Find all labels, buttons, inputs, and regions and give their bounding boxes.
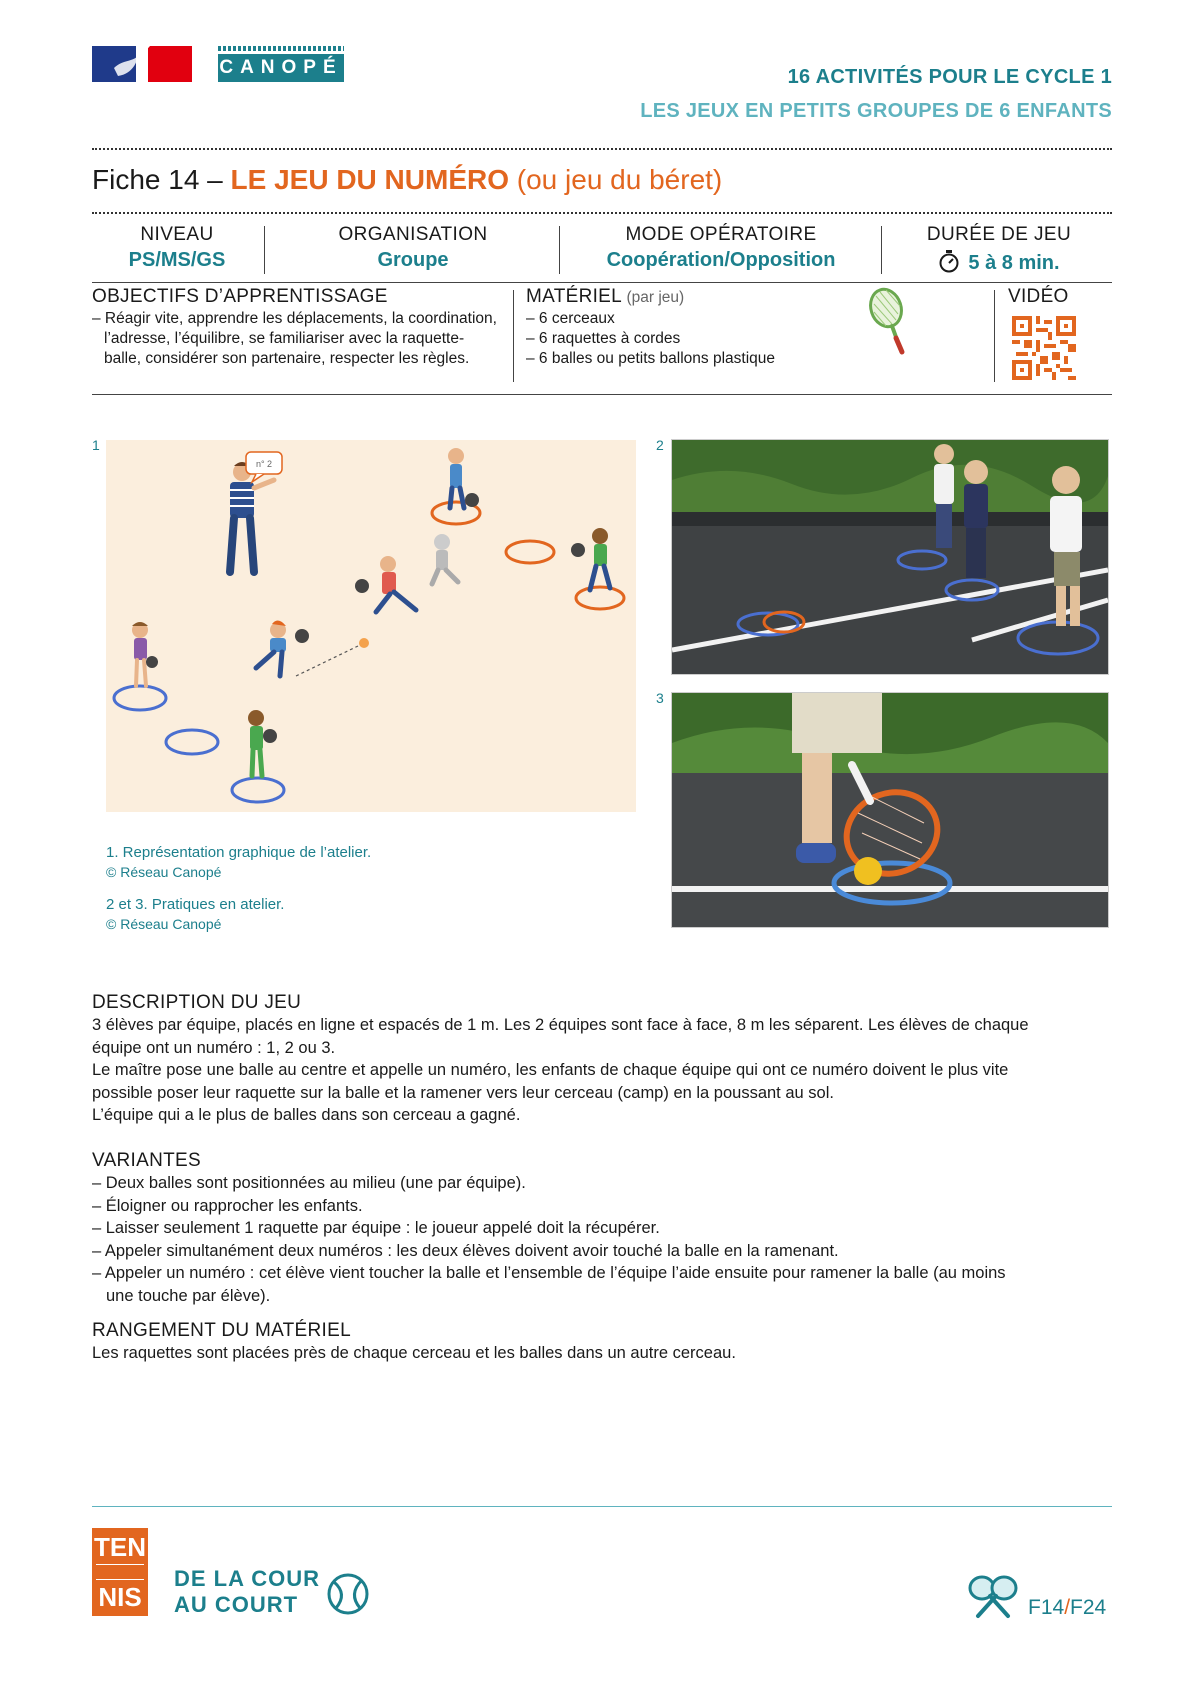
objectif-line: l’adresse, l’équilibre, se familiariser avec la raquette- xyxy=(104,330,465,347)
variantes-label: VARIANTES xyxy=(92,1150,201,1171)
logo-top-text: TEN xyxy=(94,1532,146,1562)
fft-tennis-logo xyxy=(92,1528,148,1616)
republique-logo xyxy=(92,46,192,82)
bubble-text: n° 2 xyxy=(255,459,273,469)
row-divider xyxy=(92,282,1112,283)
page-title xyxy=(92,164,722,196)
figure-1-number: 1 xyxy=(92,437,100,453)
video-label: VIDÉO xyxy=(1008,286,1069,307)
materiel-item: – 6 balles ou petits ballons plastique xyxy=(526,350,776,367)
footer-divider xyxy=(92,1506,1112,1507)
materiel-item: – 6 raquettes à cordes xyxy=(526,330,681,347)
figure-3-number: 3 xyxy=(656,690,664,706)
organisation-value: Groupe xyxy=(377,249,449,271)
page-number xyxy=(1028,1596,1106,1620)
caption-1: 1. Représentation graphique de l’atelier. xyxy=(106,844,372,861)
niveau-label: NIVEAU xyxy=(140,224,214,245)
fiche-number: Fiche 14 – xyxy=(92,164,223,195)
dotted-divider xyxy=(92,148,1112,150)
figure-captions xyxy=(106,844,371,932)
canope-logo xyxy=(218,46,344,82)
description-line: Le maître pose une balle au centre et appelle un numéro, les enfants de chaque équipe qui ont ce numéro doivent le plus vite xyxy=(92,1061,1009,1079)
column-divider xyxy=(513,290,514,382)
column-divider xyxy=(994,290,995,382)
slogan-line-1: DE LA COUR xyxy=(174,1566,321,1591)
duree-label: DURÉE DE JEU xyxy=(926,224,1072,245)
description-label: DESCRIPTION DU JEU xyxy=(92,992,302,1013)
objectifs-label: OBJECTIFS D’APPRENTISSAGE xyxy=(92,286,388,307)
variante-line: – Éloigner ou rapprocher les enfants. xyxy=(92,1196,363,1215)
mode-label: MODE OPÉRATOIRE xyxy=(625,224,817,245)
figure-1-illustration xyxy=(106,440,636,812)
rangement-text: Les raquettes sont placées près de chaque cerceau et les balles dans un autre cerceau. xyxy=(92,1344,736,1362)
racket-icon xyxy=(866,286,910,361)
row-divider xyxy=(92,394,1112,395)
mode-value: Coopération/Opposition xyxy=(606,249,836,271)
rangement-section xyxy=(92,1320,1122,1365)
description-section xyxy=(92,992,1122,1127)
materiel-block xyxy=(526,286,826,369)
page-total: F24 xyxy=(1070,1596,1107,1619)
caption-2: 2 et 3. Pratiques en atelier. xyxy=(106,896,285,913)
variante-line: – Appeler simultanément deux numéros : les deux élèves doivent avoir touché la balle en la ramenant. xyxy=(92,1241,839,1260)
description-line: L’équipe qui a le plus de balles dans son cerceau a gagné. xyxy=(92,1106,521,1124)
tennis-ball-icon xyxy=(326,1572,370,1621)
page-current: F14 xyxy=(1028,1596,1065,1619)
slogan xyxy=(174,1566,320,1618)
slogan-line-2: AU COURT xyxy=(174,1592,299,1617)
figure-2-photo xyxy=(671,439,1109,675)
qr-code-icon[interactable] xyxy=(1012,316,1112,385)
game-alias: (ou jeu du béret) xyxy=(516,164,723,195)
figure-3-photo xyxy=(671,692,1109,928)
objectifs-block xyxy=(92,286,512,369)
info-duree xyxy=(886,224,1112,278)
description-line: 3 élèves par équipe, placés en ligne et espacés de 1 m. Les 2 équipes sont face à face, 8 m les séparent. Les élèves de chaque xyxy=(92,1016,1029,1034)
series-title: 16 ACTIVITÉS POUR LE CYCLE 1 xyxy=(787,66,1112,88)
materiel-label: MATÉRIEL xyxy=(526,286,623,307)
variante-line: – Deux balles sont positionnées au milieu (une par équipe). xyxy=(92,1174,526,1192)
canope-wordmark: CANOPÉ xyxy=(218,54,344,82)
info-mode xyxy=(563,224,879,272)
video-block xyxy=(1008,286,1112,385)
logo-bottom-text: NIS xyxy=(98,1582,142,1612)
stopwatch-icon xyxy=(938,249,960,278)
materiel-item: – 6 cerceaux xyxy=(526,310,615,327)
speech-bubble xyxy=(246,452,282,482)
variante-line: une touche par élève). xyxy=(106,1286,271,1305)
objectif-line: balle, considérer son partenaire, respecter les règles. xyxy=(104,350,470,367)
duree-value: 5 à 8 min. xyxy=(968,252,1060,274)
description-line: possible poser leur raquette sur la balle et la ramener vers leur cerceau (camp) en la poussant au sol. xyxy=(92,1083,834,1102)
variante-line: – Laisser seulement 1 raquette par équipe : le joueur appelé doit la récupérer. xyxy=(92,1219,660,1237)
objectif-line: – Réagir vite, apprendre les déplacements, la coordination, xyxy=(92,310,497,327)
niveau-value: PS/MS/GS xyxy=(128,249,226,271)
page-separator: / xyxy=(1064,1596,1071,1619)
column-divider xyxy=(559,226,560,274)
variante-line: – Appeler un numéro : cet élève vient toucher la balle et l’ensemble de l’équipe l’aide ensuite pour ramener la balle (au moins xyxy=(92,1264,1006,1282)
info-organisation xyxy=(268,224,558,272)
crossed-rackets-icon xyxy=(964,1574,1022,1625)
column-divider xyxy=(881,226,882,274)
organisation-label: ORGANISATION xyxy=(338,224,488,245)
description-line: équipe ont un numéro : 1, 2 ou 3. xyxy=(92,1038,336,1057)
rangement-label: RANGEMENT DU MATÉRIEL xyxy=(92,1320,351,1341)
series-subtitle: LES JEUX EN PETITS GROUPES DE 6 ENFANTS xyxy=(640,100,1112,122)
column-divider xyxy=(264,226,265,274)
variantes-section xyxy=(92,1150,1122,1307)
game-name: LE JEU DU NUMÉRO xyxy=(230,164,509,195)
figure-2-number: 2 xyxy=(656,437,664,453)
dotted-divider xyxy=(92,212,1112,214)
credit-2: © Réseau Canopé xyxy=(106,916,222,932)
materiel-sub: (par jeu) xyxy=(626,289,685,306)
credit-1: © Réseau Canopé xyxy=(106,864,222,880)
info-niveau xyxy=(92,224,262,272)
